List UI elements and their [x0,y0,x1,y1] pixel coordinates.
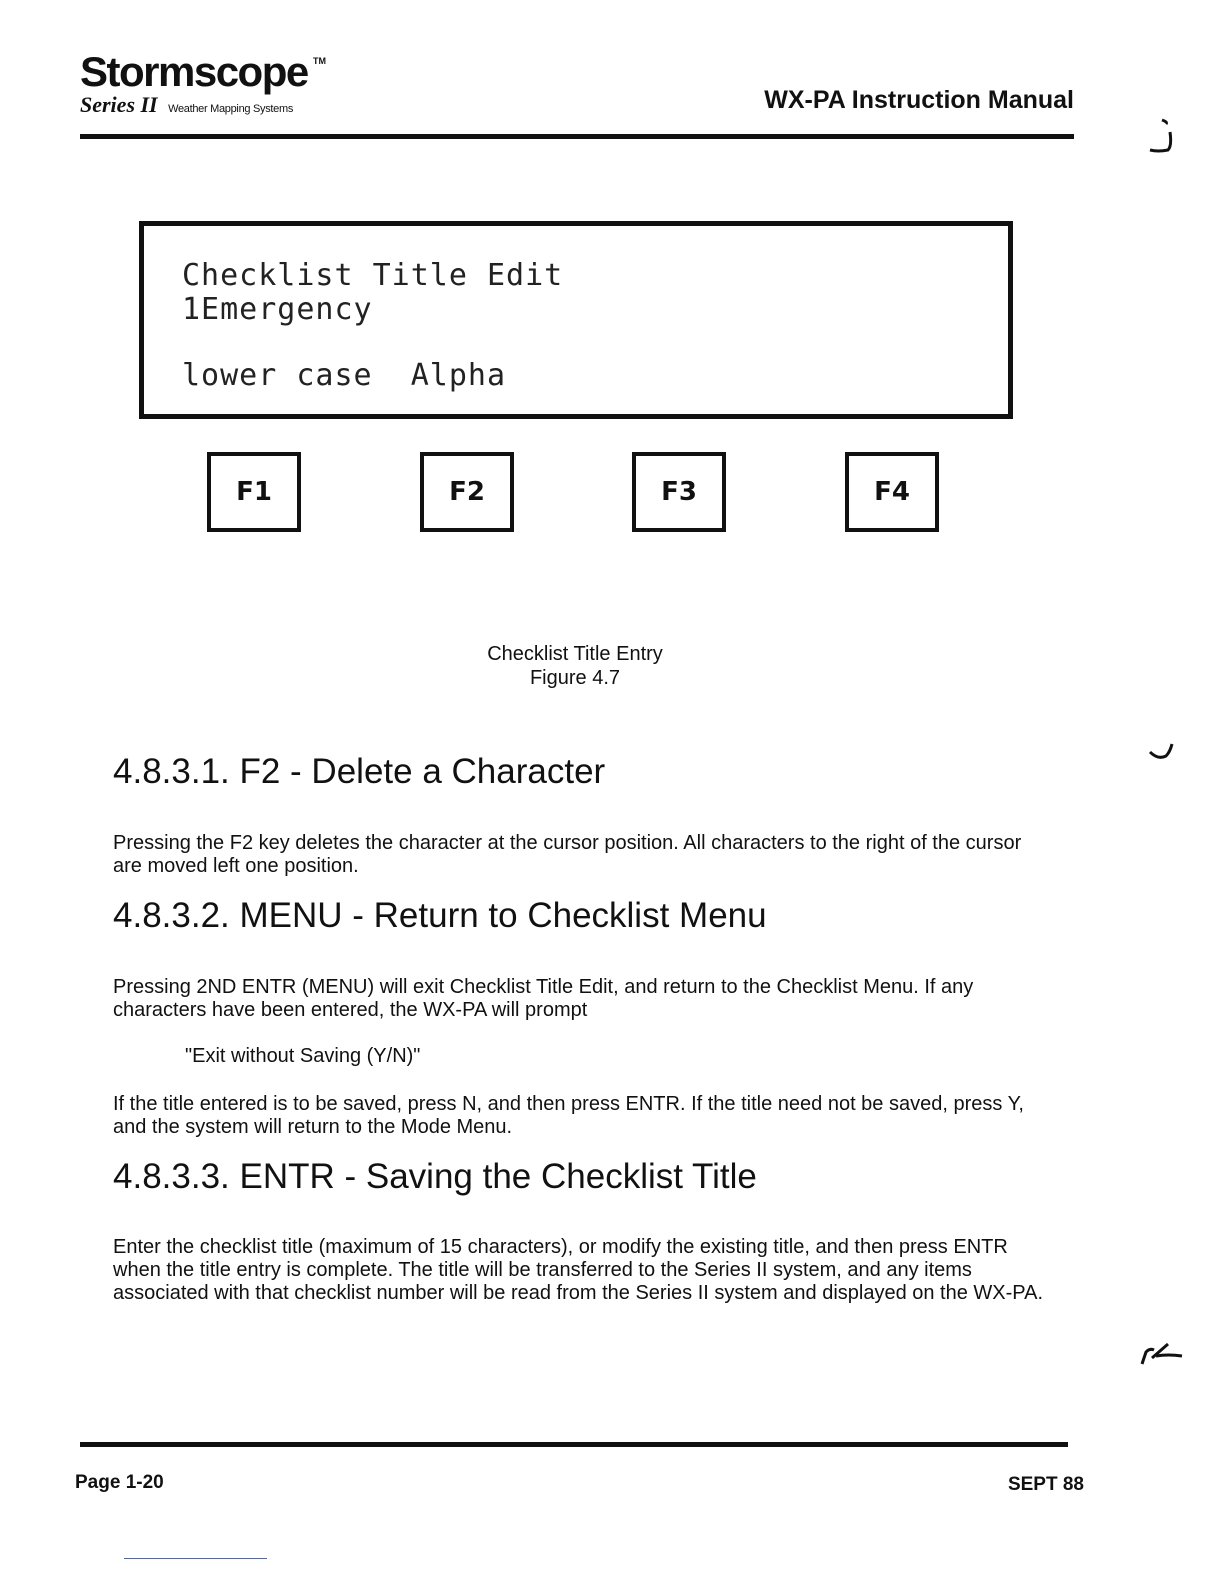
f3-key: F3 [632,452,726,532]
f4-key: F4 [845,452,939,532]
section-heading-menu: 4.8.3.2. MENU - Return to Checklist Menu [113,896,767,935]
page-number: Page 1-20 [75,1472,164,1493]
f2-key: F2 [420,452,514,532]
margin-mark [1138,1336,1188,1371]
section-heading-delete: 4.8.3.1. F2 - Delete a Character [113,752,606,791]
trademark-mark: TM [313,56,326,66]
display-line-3: lower case Alpha [182,358,507,393]
brand-logo [80,48,326,118]
footer-rule [80,1442,1068,1447]
brand-name: Stormscope [80,48,308,95]
section-paragraph: Pressing the F2 key deletes the character at the cursor position. All characters to the right of the cursor are moved left one position. [113,832,1022,877]
display-line-1: Checklist Title Edit [182,258,564,293]
figure-caption: Checklist Title Entry [487,643,663,665]
brand-subtitle: Weather Mapping Systems [168,103,294,115]
section-paragraph: If the title entered is to be saved, press N, and then press ENTR. If the title need not be saved, press Y, and the system will return to the Mode Menu. [113,1093,1024,1138]
lcd-display [139,221,1013,419]
manual-title: WX-PA Instruction Manual [764,86,1074,114]
section-paragraph: Enter the checklist title (maximum of 15 characters), or modify the existing title, and then press ENTR when the title entry is complete. The title will be transferred to the Series II system, and any items associated with that checklist number will be read from the Series II system and displayed on the WX-PA. [113,1236,1044,1304]
scan-artifact-line [124,1558,267,1559]
margin-mark [1148,112,1178,167]
header-rule [80,134,1074,139]
display-line-2: 1Emergency [182,292,373,327]
margin-mark [1148,738,1178,773]
section-paragraph: Pressing 2ND ENTR (MENU) will exit Checklist Title Edit, and return to the Checklist Menu. If any characters have been entered, the WX-PA will prompt [113,976,974,1021]
section-heading-entr: 4.8.3.3. ENTR - Saving the Checklist Title [113,1157,757,1196]
exit-prompt-text: "Exit without Saving (Y/N)" [185,1045,421,1067]
footer-date: SEPT 88 [1007,1474,1084,1495]
series-label: Series II [80,92,158,117]
figure-number: Figure 4.7 [529,667,621,689]
f1-key: F1 [207,452,301,532]
